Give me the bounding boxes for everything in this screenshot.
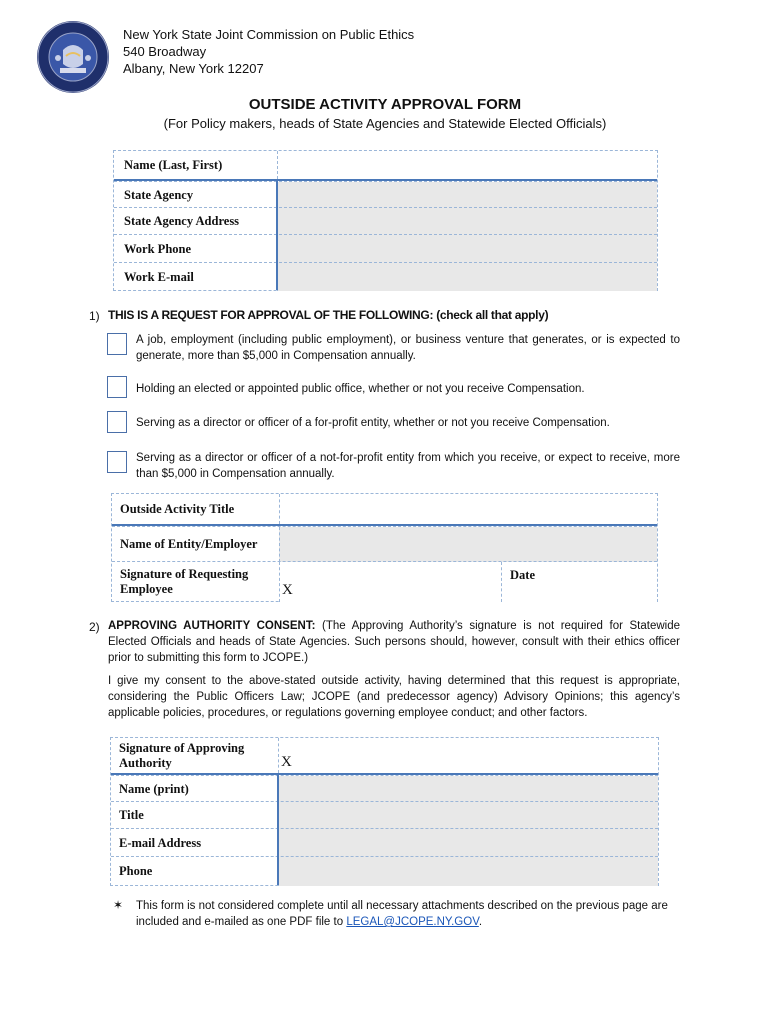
seal-right-figure bbox=[85, 55, 91, 61]
approver-email-row bbox=[111, 828, 658, 857]
section2-paragraph bbox=[108, 618, 680, 666]
activity-table bbox=[111, 493, 658, 602]
approver-title-input[interactable] bbox=[278, 802, 658, 829]
activity-title-row bbox=[112, 494, 657, 524]
address-line-1: New York State Joint Commission on Public Ethics bbox=[123, 27, 415, 42]
footer-bullet-icon: ✶ bbox=[113, 898, 124, 912]
section2-heading: APPROVING AUTHORITY CONSENT: bbox=[108, 620, 316, 632]
footer-note bbox=[136, 898, 680, 930]
option-public-office: Holding an elected or appointed public office, whether or not you receive Compensation. bbox=[136, 383, 585, 395]
field-label-name: Name (Last, First) bbox=[124, 157, 223, 172]
section2-note: (The Approving Authority’s signature is not required for Statewide Elected Officials and heads of State Agencies. Such persons should, however, consult with their ethics officer prior to submitting this form to JCOPE.) bbox=[108, 620, 680, 664]
activity-title-input[interactable] bbox=[279, 494, 657, 524]
section1-number: 1) bbox=[89, 309, 100, 323]
approver-signature-row bbox=[111, 738, 658, 773]
activity-title-label: Outside Activity Title bbox=[120, 501, 235, 516]
checkbox-employment[interactable] bbox=[107, 333, 127, 355]
field-row-agency bbox=[114, 181, 657, 208]
section2-number: 2) bbox=[89, 620, 100, 634]
approver-column-divider bbox=[277, 773, 279, 885]
seal-banner bbox=[60, 68, 86, 73]
field-label-address: State Agency Address bbox=[124, 214, 240, 228]
checkbox-public-office[interactable] bbox=[107, 376, 127, 398]
employee-signature-x: X bbox=[282, 582, 293, 598]
section1-heading: THIS IS A REQUEST FOR APPROVAL OF THE FOLLOWING: (check all that apply) bbox=[108, 308, 549, 322]
seal-left-figure bbox=[55, 55, 61, 61]
approver-email-label: E-mail Address bbox=[119, 835, 202, 850]
state-agency-input[interactable] bbox=[277, 182, 657, 208]
column-divider bbox=[276, 179, 278, 290]
seal-logo bbox=[36, 20, 110, 94]
field-row-name bbox=[114, 151, 657, 179]
employee-signature-row bbox=[112, 561, 657, 602]
state-agency-address-input[interactable] bbox=[277, 208, 657, 235]
approver-signature-label: Signature of Approving Authority bbox=[119, 740, 245, 770]
employee-info-table bbox=[113, 150, 658, 291]
field-row-phone bbox=[114, 234, 657, 263]
seal-crest bbox=[63, 45, 83, 68]
approver-title-row bbox=[111, 801, 658, 829]
field-row-email bbox=[114, 262, 657, 291]
checkbox-not-for-profit[interactable] bbox=[107, 451, 127, 473]
entity-input[interactable] bbox=[279, 527, 657, 562]
form-subtitle: (For Policy makers, heads of State Agencies and Statewide Elected Officials) bbox=[163, 116, 607, 131]
field-label-email: Work E-mail bbox=[124, 269, 194, 284]
work-email-input[interactable] bbox=[277, 263, 657, 291]
field-label-phone: Work Phone bbox=[124, 241, 192, 256]
consent-paragraph: I give my consent to the above-stated outside activity, having determined that this request is appropriate, considering the Public Officers Law; JCOPE (and predecessor agency) Advisory Opinions; this agency’s applicable policies, procedures, or regulations governing employee conduct; and other factors. bbox=[108, 675, 680, 719]
approver-title-label: Title bbox=[119, 808, 144, 822]
option-not-for-profit: Serving as a director or officer of a not-for-profit entity from which you receive, or expect to receive, more than $5,000 in Compensation annually. bbox=[136, 452, 680, 480]
entity-row bbox=[112, 526, 657, 562]
field-label-agency: State Agency bbox=[124, 187, 194, 202]
employee-signature-label: Signature of Requesting Employee bbox=[120, 567, 249, 596]
footer-text: This form is not considered complete until all necessary attachments described on the previous page are included and e-mailed as one PDF file to bbox=[136, 900, 668, 928]
approver-name-row bbox=[111, 775, 658, 802]
date-label: Date bbox=[510, 568, 535, 582]
approver-name-input[interactable] bbox=[278, 776, 658, 802]
approver-phone-input[interactable] bbox=[278, 857, 658, 886]
approver-phone-label: Phone bbox=[119, 864, 153, 878]
approver-table bbox=[110, 737, 659, 886]
approver-phone-row bbox=[111, 856, 658, 886]
form-title: OUTSIDE ACTIVITY APPROVAL FORM bbox=[248, 96, 522, 113]
address-line-2: 540 Broadway bbox=[123, 44, 207, 59]
date-field[interactable] bbox=[501, 562, 657, 602]
employee-signature-input[interactable] bbox=[279, 562, 501, 602]
commission-address bbox=[123, 26, 414, 77]
name-input[interactable] bbox=[277, 151, 657, 179]
checkbox-for-profit[interactable] bbox=[107, 411, 127, 433]
approver-signature-input[interactable] bbox=[278, 738, 658, 773]
option-employment: A job, employment (including public employment), or business venture that generates, or is expected to generate, more than $5,000 in Compensation annually. bbox=[136, 334, 680, 362]
approver-name-label: Name (print) bbox=[119, 781, 189, 796]
work-phone-input[interactable] bbox=[277, 235, 657, 263]
option-for-profit: Serving as a director or officer of a for-profit entity, whether or not you receive Compensation. bbox=[136, 417, 610, 429]
field-row-address bbox=[114, 207, 657, 235]
footer-period: . bbox=[478, 916, 483, 928]
entity-label: Name of Entity/Employer bbox=[120, 537, 258, 551]
legal-email-link[interactable]: LEGAL@JCOPE.NY.GOV bbox=[346, 916, 479, 928]
approver-email-input[interactable] bbox=[278, 829, 658, 857]
address-line-3: Albany, New York 12207 bbox=[123, 61, 264, 76]
approver-signature-x: X bbox=[281, 754, 292, 770]
